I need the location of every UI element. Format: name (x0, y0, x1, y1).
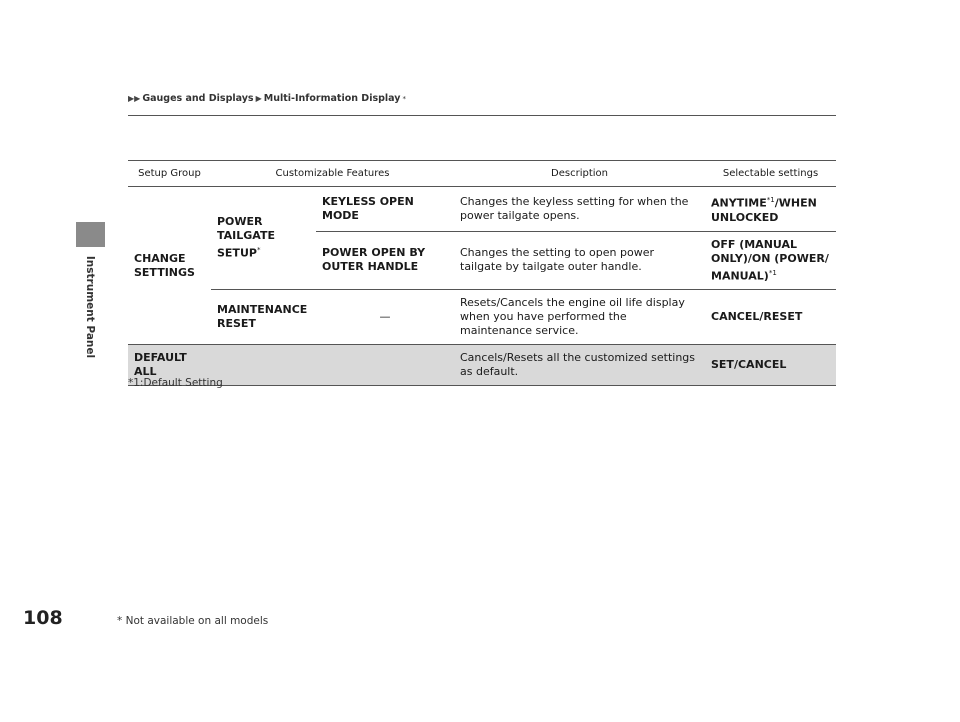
header-setup-group: Setup Group (128, 161, 211, 187)
chapter-tab-marker (76, 222, 105, 247)
table-row (128, 290, 836, 345)
setting-separator: / (774, 196, 779, 210)
description-cell: Resets/Cancels the engine oil life display when you have performed the maintenance service. (454, 290, 705, 345)
breadcrumb-arrow-icon: ▶ (255, 94, 262, 103)
description-cell: Changes the keyless setting for when the power tailgate opens. (454, 187, 705, 232)
breadcrumb-item-mid[interactable]: Multi-Information Display (263, 93, 401, 104)
header-rule (128, 115, 836, 116)
header-selectable-settings: Selectable settings (705, 161, 836, 187)
setting-option: RESET (763, 310, 803, 324)
table-row-default-all (128, 345, 836, 386)
header-description: Description (454, 161, 705, 187)
empty-cell (211, 345, 454, 386)
setting-cell (705, 187, 836, 232)
breadcrumb-arrow-icon: ▶▶ (128, 94, 141, 103)
table-header-row (128, 161, 836, 187)
feature-cell: MAINTENANCE RESET (211, 290, 316, 345)
setting-option: OFF (MANUAL ONLY) (711, 237, 798, 265)
setting-cell (705, 290, 836, 345)
availability-note: * Not available on all models (117, 615, 269, 627)
setting-cell (705, 345, 836, 386)
breadcrumb (128, 93, 406, 104)
setting-option: CANCEL (711, 310, 760, 324)
chapter-side-label-text: Instrument Panel (84, 255, 97, 359)
feature-cell-empty: — (316, 290, 454, 345)
power-tailgate-asterisk: * (256, 246, 261, 255)
default-marker: *1 (768, 268, 777, 277)
breadcrumb-asterisk: * (402, 94, 406, 103)
setting-separator: / (733, 358, 738, 372)
power-tailgate-setup (211, 187, 316, 290)
default-setting-footnote: *1:Default Setting (128, 377, 223, 389)
breadcrumb-item-gauges[interactable]: Gauges and Displays (142, 93, 254, 104)
description-cell: Changes the setting to open power tailgate by tailgate outer handle. (454, 231, 705, 290)
default-marker: *1 (766, 196, 775, 204)
group-change-settings: CHANGE SETTINGS (128, 187, 211, 345)
setting-option: WHEN UNLOCKED (711, 196, 817, 224)
power-tailgate-label: POWER TAILGATE SETUP (217, 215, 275, 260)
feature-cell: POWER OPEN BY OUTER HANDLE (316, 231, 454, 290)
description-cell: Cancels/Resets all the customized settings as default. (454, 345, 705, 386)
table-row (128, 187, 836, 232)
header-customizable-features: Customizable Features (211, 161, 454, 187)
chapter-side-label (76, 255, 105, 359)
setting-option: CANCEL (737, 358, 787, 372)
page-number: 108 (23, 607, 63, 629)
settings-table (128, 160, 836, 386)
setting-option: ON (POWER/ MANUAL) (711, 251, 829, 283)
setting-separator: / (747, 251, 752, 265)
setting-cell (705, 231, 836, 290)
group-default-all: DEFAULT ALL (128, 345, 211, 386)
setting-option: SET (711, 358, 734, 372)
feature-cell: KEYLESS OPEN MODE (316, 187, 454, 232)
setting-option: ANYTIME (711, 196, 767, 210)
setting-separator: / (759, 310, 764, 324)
